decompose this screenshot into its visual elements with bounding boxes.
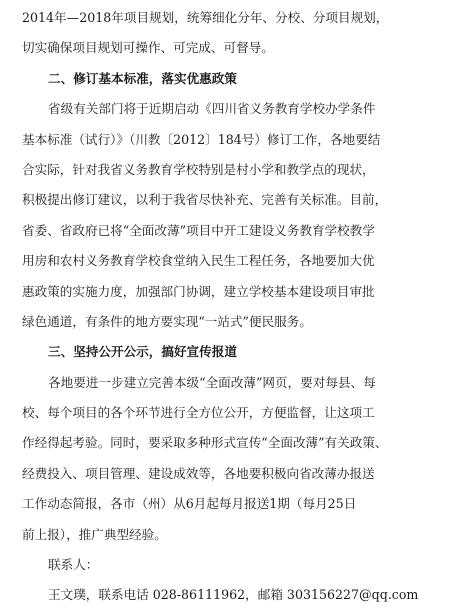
section-two-line-6: 用房和农村义务教育学校食堂纳入民生工程任务，各地要加大优 [22,253,375,269]
section-three-line-4: 经费投入、项目管理、建设成效等，各地要积极向省改薄办报送 [22,465,375,481]
section-two-line-5: 省委、省政府已将“全面改薄”项目中开工建设义务教育学校教学 [22,222,375,238]
section-two-line-3: 合实际，针对我省义务教育学校特别是村小学和教学点的现状， [22,161,375,177]
contact-label: 联系人： [48,557,99,573]
section-three-heading: 三、坚持公开公示，搞好宣传报道 [48,344,237,360]
section-three-line-6: 前上报），推广典型经验。 [22,526,167,542]
contact-detail: 王文璞，联系电话 028-86111962，邮箱 303156227@qq.com [48,587,419,603]
section-two-line-8: 绿色通道，有条件的地方要实现“一站式”便民服务。 [22,313,312,329]
section-three-line-1: 各地要进一步建立完善本级“全面改薄”网页，要对每县、每 [48,374,376,390]
section-three-line-2: 校、每个项目的各个环节进行全方位公开，方便监督，让这项工 [22,405,375,421]
section-two-line-7: 惠政策的实施力度，加强部门协调，建立学校基本建设项目审批 [22,283,375,299]
section-two-line-4: 积极提出修订建议，以利于我省尽快补充、完善有关标准。目前， [22,192,388,208]
intro-line-1: 2014年—2018年项目规划，统筹细化分年、分校、分项目规划， [22,10,389,25]
section-two-heading: 二、修订基本标准，落实优惠政策 [48,70,237,86]
section-three-line-3: 作经得起考验。同时，要采取多种形式宣传“全面改薄”有关政策、 [22,435,388,451]
intro-line-2: 切实确保项目规划可操作、可完成、可督导。 [22,40,274,56]
section-two-line-2: 基本标准（试行）》（川教〔2012〕184号）修订工作，各地要结 [22,131,381,147]
section-three-line-5: 工作动态简报，各市（州）从6月起每月报送1期（每月25日 [22,496,357,512]
section-two-line-1: 省级有关部门将于近期启动《四川省义务教育学校办学条件 [48,101,376,117]
